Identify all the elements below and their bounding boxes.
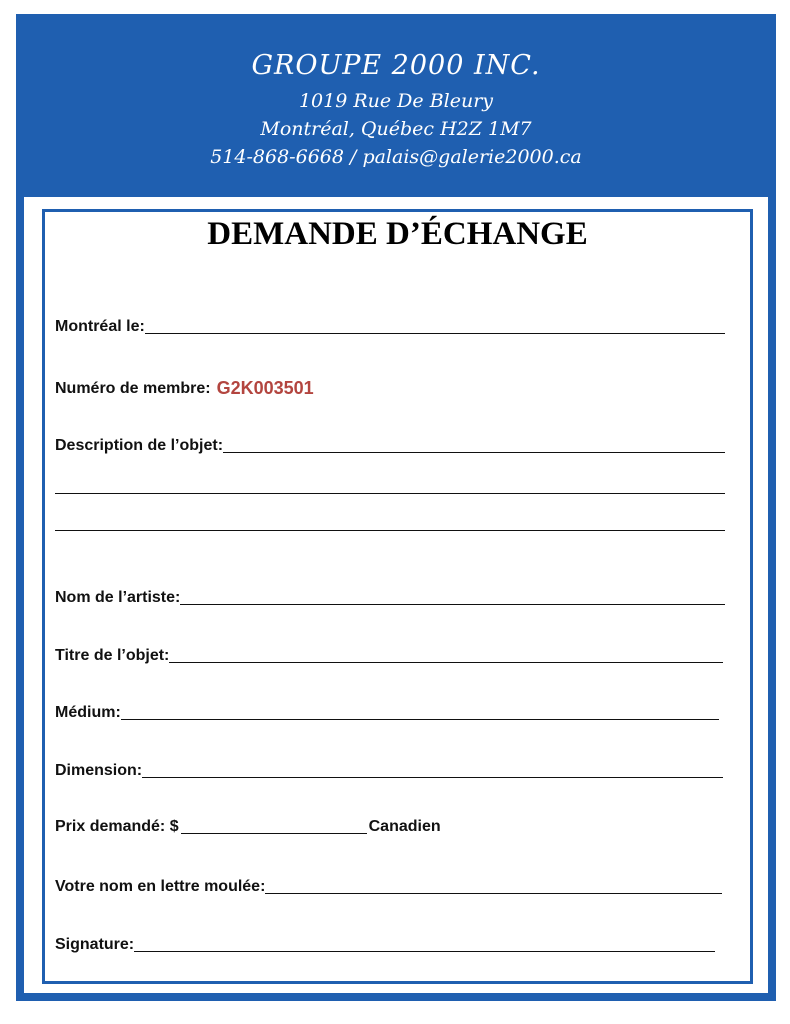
price-field[interactable] [55,812,555,836]
signature-label: Signature: [55,936,135,953]
medium-label: Médium: [55,704,121,721]
address-street: 1019 Rue De Bleury [298,90,494,112]
dimension-field[interactable] [55,756,723,780]
form-title: DEMANDE D’ÉCHANGE [207,216,588,252]
description-field[interactable] [55,431,725,455]
address-city: Montréal, Québec H2Z 1M7 [260,118,532,140]
contact-info: 514-868-6668 / palais@galerie2000.ca [210,146,582,168]
form-border [42,209,753,984]
dimension-input-line[interactable] [142,759,723,778]
price-currency-label: Canadien [368,818,441,835]
description-label: Description de l’objet: [55,437,224,454]
letterhead [16,14,776,197]
company-name: GROUPE 2000 INC. [251,50,541,81]
object-title-label: Titre de l’objet: [55,647,170,664]
signature-field[interactable] [55,930,715,954]
printed-name-label: Votre nom en lettre moulée: [55,878,266,895]
price-label: Prix demandé: $ [55,818,179,835]
date-label: Montréal le: [55,318,145,335]
dimension-label: Dimension: [55,762,143,779]
description-input-line-1[interactable] [223,434,725,453]
object-title-field[interactable] [55,641,723,665]
member-number-field [55,374,725,398]
signature-input-line[interactable] [134,933,715,952]
description-input-line-2[interactable] [55,493,725,494]
artist-input-line[interactable] [180,586,725,605]
date-input-line[interactable] [145,315,725,334]
object-title-input-line[interactable] [169,644,723,663]
printed-name-field[interactable] [55,872,722,896]
artist-field[interactable] [55,583,725,607]
form-area [24,197,768,993]
artist-label: Nom de l’artiste: [55,589,181,606]
printed-name-input-line[interactable] [265,875,722,894]
page-frame [16,14,776,1001]
description-input-line-3[interactable] [55,530,725,531]
member-number-value: G2K003501 [216,378,314,398]
medium-input-line[interactable] [121,701,719,720]
date-field[interactable] [55,312,725,336]
member-number-label: Numéro de membre: [55,380,211,397]
price-input-line[interactable] [181,815,367,834]
medium-field[interactable] [55,698,719,722]
